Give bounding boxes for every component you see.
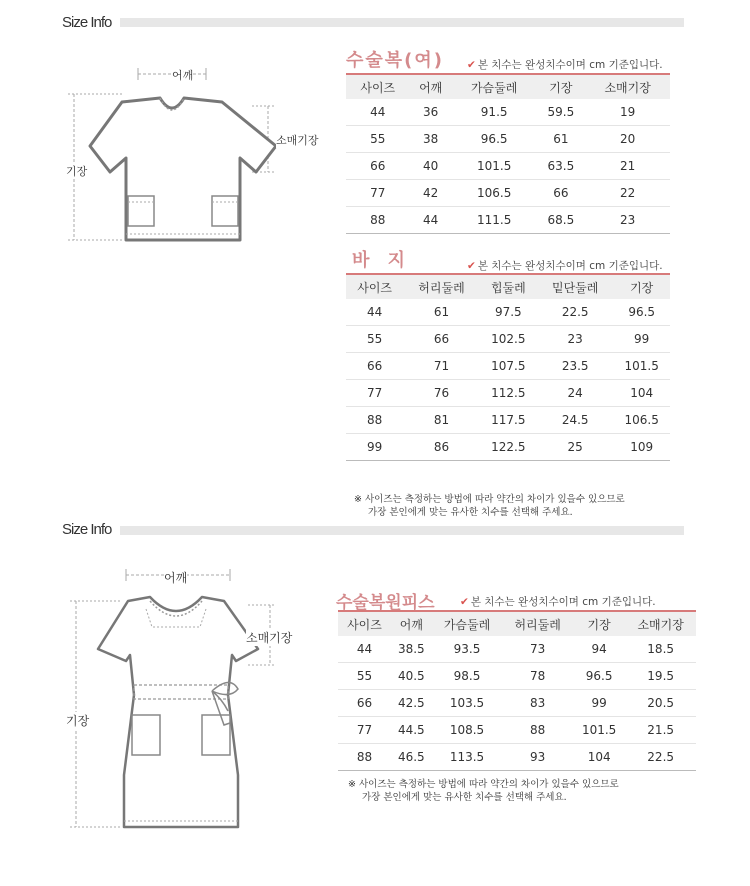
table-cell: 66	[346, 153, 410, 180]
dress-table-title: 수술복원피스	[336, 593, 435, 613]
table-row	[346, 207, 670, 234]
table-cell: 111.5	[452, 207, 537, 234]
header-divider	[120, 526, 684, 535]
table-cell: 78	[502, 663, 573, 690]
table-cell: 25	[537, 434, 613, 461]
table-cell: 61	[537, 126, 586, 153]
table-cell: 77	[338, 717, 391, 744]
table-cell: 19	[585, 99, 670, 126]
size-info-header-top	[62, 14, 111, 30]
table-cell: 117.5	[480, 407, 537, 434]
top-table-title: 수술복(여)	[346, 50, 445, 71]
disclaimer-line2: 가장 본인에게 맞는 유사한 치수를 선택해 주세요.	[368, 507, 573, 518]
table-cell: 88	[346, 407, 403, 434]
table-row	[346, 299, 670, 326]
table-cell: 76	[403, 380, 479, 407]
table-cell: 102.5	[480, 326, 537, 353]
table-cell: 99	[613, 326, 670, 353]
table-row	[346, 180, 670, 207]
check-icon: ✔	[460, 596, 469, 608]
top-size-table	[346, 73, 670, 234]
col-header: 기장	[549, 80, 573, 95]
col-header: 가슴둘레	[470, 80, 518, 95]
table-cell: 61	[403, 299, 479, 326]
table-cell: 98.5	[432, 663, 503, 690]
disclaimer-line2: 가장 본인에게 맞는 유사한 치수를 선택해 주세요.	[362, 792, 567, 803]
header-divider	[120, 18, 684, 27]
pants-note-text: 본 치수는 완성치수이며 cm 기준입니다.	[477, 260, 663, 272]
table-cell: 36	[410, 99, 452, 126]
dress-sleeve-label: 소매기장	[246, 631, 293, 645]
table-cell: 71	[403, 353, 479, 380]
table-cell: 66	[338, 690, 391, 717]
table-cell: 23.5	[537, 353, 613, 380]
table-cell: 108.5	[432, 717, 503, 744]
table-cell: 91.5	[452, 99, 537, 126]
table-cell: 42	[410, 180, 452, 207]
table-cell: 44	[410, 207, 452, 234]
table-cell: 88	[346, 207, 410, 234]
table-cell: 21	[585, 153, 670, 180]
table-cell: 112.5	[480, 380, 537, 407]
table-cell: 81	[403, 407, 479, 434]
table-cell: 63.5	[537, 153, 586, 180]
table-cell: 24	[537, 380, 613, 407]
table-cell: 109	[613, 434, 670, 461]
disclaimer-line1: ※ 사이즈는 측정하는 방법에 따라 약간의 차이가 있을수 있으므로	[348, 779, 619, 790]
table-cell: 20	[585, 126, 670, 153]
table-cell: 88	[338, 744, 391, 771]
table-cell: 46.5	[391, 744, 432, 771]
table-row	[346, 326, 670, 353]
table-cell: 93.5	[432, 636, 503, 663]
table-cell: 44.5	[391, 717, 432, 744]
table-row	[338, 744, 696, 771]
col-header: 사이즈	[347, 617, 382, 632]
table-row	[346, 353, 670, 380]
size-info-label: Size Info	[62, 520, 112, 538]
table-cell: 40.5	[391, 663, 432, 690]
col-header: 기장	[630, 280, 654, 295]
table-cell: 38.5	[391, 636, 432, 663]
col-header: 기장	[587, 617, 611, 632]
disclaimer-line1: ※ 사이즈는 측정하는 방법에 따라 약간의 차이가 있을수 있으므로	[354, 494, 625, 505]
table-cell: 42.5	[391, 690, 432, 717]
table-cell: 18.5	[625, 636, 696, 663]
top-sleeve-label: 소매기장	[276, 134, 319, 147]
table-row	[346, 434, 670, 461]
table-cell: 113.5	[432, 744, 503, 771]
table-cell: 106.5	[452, 180, 537, 207]
table-cell: 68.5	[537, 207, 586, 234]
dress-table-note	[460, 594, 656, 609]
disclaimer-bottom	[348, 778, 619, 804]
table-cell: 19.5	[625, 663, 696, 690]
top-table-note	[467, 57, 663, 72]
table-cell: 21.5	[625, 717, 696, 744]
table-cell: 23	[585, 207, 670, 234]
col-header: 허리둘레	[418, 280, 465, 295]
table-row	[338, 690, 696, 717]
table-cell: 44	[346, 99, 410, 126]
dress-illustration	[62, 565, 282, 835]
col-header: 어깨	[399, 617, 423, 632]
table-cell: 88	[502, 717, 573, 744]
table-cell: 101.5	[573, 717, 625, 744]
table-cell: 66	[403, 326, 479, 353]
table-cell: 101.5	[452, 153, 537, 180]
top-garment-illustration	[62, 62, 332, 252]
col-header: 가슴둘레	[443, 617, 491, 632]
col-header: 사이즈	[357, 280, 393, 295]
table-cell: 77	[346, 380, 403, 407]
pants-table-title: 바 지	[352, 250, 412, 271]
table-cell: 22.5	[625, 744, 696, 771]
dress-length-label: 기장	[66, 714, 90, 728]
table-cell: 66	[537, 180, 586, 207]
pants-size-table	[346, 273, 670, 461]
size-info-label: Size Info	[62, 13, 112, 31]
table-cell: 55	[346, 126, 410, 153]
table-cell: 22	[585, 180, 670, 207]
check-icon: ✔	[467, 59, 476, 71]
table-header-row	[338, 611, 696, 636]
table-cell: 97.5	[480, 299, 537, 326]
table-cell: 77	[346, 180, 410, 207]
table-cell: 107.5	[480, 353, 537, 380]
table-cell: 96.5	[452, 126, 537, 153]
table-header-row	[346, 74, 670, 99]
top-note-text: 본 치수는 완성치수이며 cm 기준입니다.	[477, 59, 663, 71]
table-cell: 23	[537, 326, 613, 353]
table-row	[346, 407, 670, 434]
table-cell: 20.5	[625, 690, 696, 717]
col-header: 사이즈	[360, 80, 396, 95]
table-row	[346, 380, 670, 407]
table-cell: 40	[410, 153, 452, 180]
col-header: 허리둘레	[514, 617, 561, 632]
table-cell: 24.5	[537, 407, 613, 434]
table-cell: 73	[502, 636, 573, 663]
table-cell: 44	[346, 299, 403, 326]
table-cell: 99	[573, 690, 625, 717]
table-cell: 59.5	[537, 99, 586, 126]
table-cell: 93	[502, 744, 573, 771]
table-row	[346, 99, 670, 126]
col-header: 소매기장	[637, 617, 684, 632]
table-cell: 44	[338, 636, 391, 663]
check-icon: ✔	[467, 260, 476, 272]
table-cell: 122.5	[480, 434, 537, 461]
disclaimer-top	[354, 493, 625, 519]
table-cell: 104	[613, 380, 670, 407]
col-header: 소매기장	[604, 80, 651, 95]
table-cell: 22.5	[537, 299, 613, 326]
dress-note-text: 본 치수는 완성치수이며 cm 기준입니다.	[470, 596, 656, 608]
table-cell: 55	[338, 663, 391, 690]
table-header-row	[346, 274, 670, 299]
table-cell: 96.5	[573, 663, 625, 690]
table-row	[346, 153, 670, 180]
table-cell: 103.5	[432, 690, 503, 717]
table-cell: 106.5	[613, 407, 670, 434]
table-cell: 38	[410, 126, 452, 153]
table-cell: 99	[346, 434, 403, 461]
table-cell: 96.5	[613, 299, 670, 326]
dress-size-table	[338, 610, 696, 771]
table-cell: 94	[573, 636, 625, 663]
col-header: 어깨	[419, 80, 443, 95]
table-row	[346, 126, 670, 153]
dress-shoulder-label: 어깨	[164, 571, 188, 585]
table-cell: 104	[573, 744, 625, 771]
table-row	[338, 663, 696, 690]
col-header: 밑단둘레	[551, 280, 599, 295]
table-cell: 101.5	[613, 353, 670, 380]
table-cell: 55	[346, 326, 403, 353]
table-row	[338, 717, 696, 744]
pants-table-note	[467, 258, 663, 273]
top-length-label: 기장	[66, 165, 88, 178]
table-cell: 86	[403, 434, 479, 461]
size-info-header-bottom	[62, 521, 111, 537]
col-header: 힙둘레	[490, 280, 526, 295]
table-row	[338, 636, 696, 663]
table-cell: 83	[502, 690, 573, 717]
table-cell: 66	[346, 353, 403, 380]
top-shoulder-label: 어깨	[172, 69, 194, 82]
